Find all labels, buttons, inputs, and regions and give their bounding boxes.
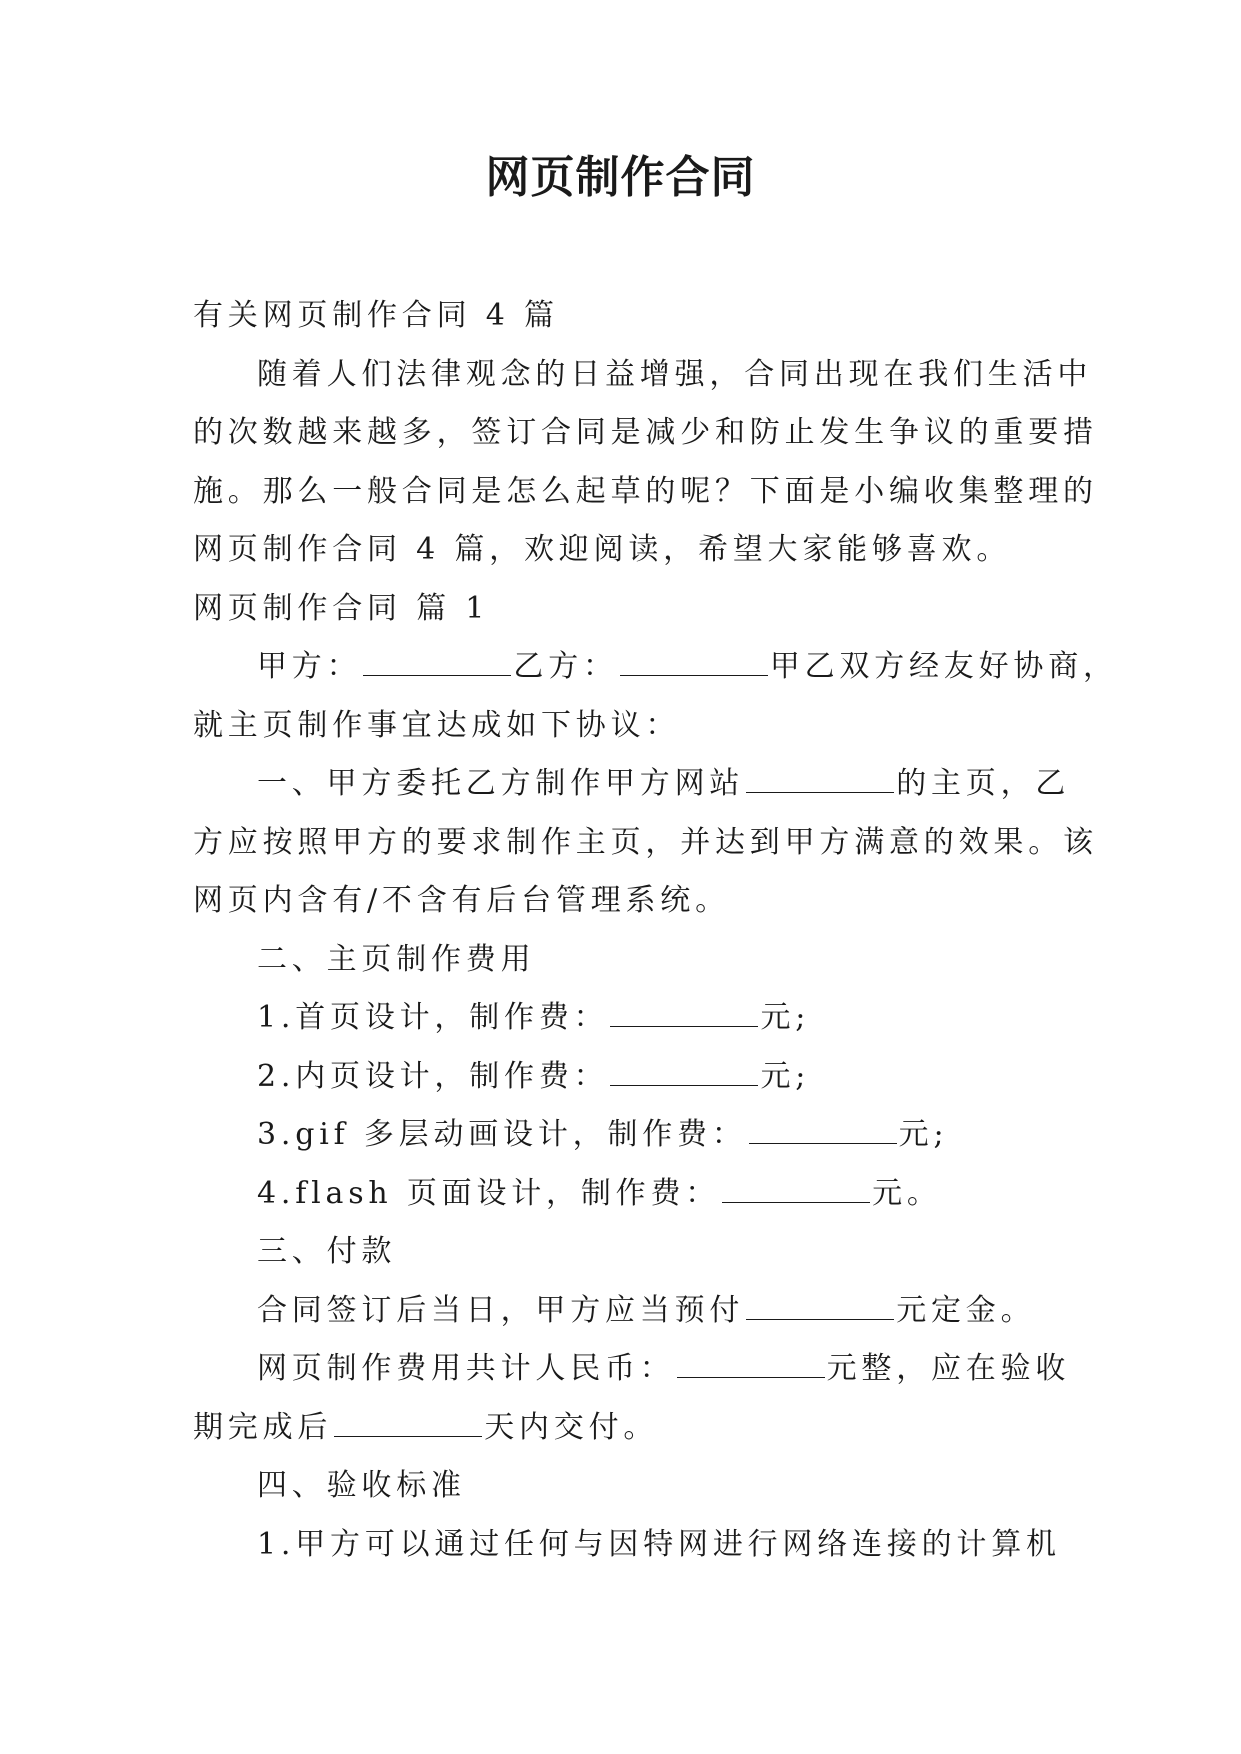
document-title: 网页制作合同 — [485, 152, 756, 203]
period-line — [193, 1399, 1053, 1458]
total-tail: 元整，应在验收 — [826, 1351, 1071, 1386]
intro-line-1: 随着人们法律观念的日益增强，合同出现在我们生活中 — [257, 356, 1093, 392]
parties-tail: 甲乙双方经友好协商， — [769, 649, 1118, 684]
item1-text-a: 一、甲方委托乙方制作甲方网站 — [257, 766, 745, 801]
total-blank — [677, 1351, 825, 1378]
period-text: 期完成后 — [193, 1409, 333, 1445]
website-blank — [746, 766, 894, 793]
period-blank — [334, 1410, 482, 1437]
agreement-line: 就主页制作事宜达成如下协议： — [193, 707, 681, 743]
fee2-blank — [610, 1059, 758, 1086]
fee1-label: 1.首页设计，制作费： — [257, 1000, 609, 1035]
item1-text-b: 的主页，乙 — [896, 766, 1071, 801]
fee3-unit: 元; — [898, 1117, 949, 1152]
subtitle: 有关网页制作合同 4 篇 — [193, 298, 559, 333]
intro-line-2: 的次数越来越多，签订合同是减少和防止发生争议的重要措 — [193, 415, 1098, 450]
fees-heading: 二、主页制作费用 — [257, 941, 536, 977]
total-line — [193, 1340, 1071, 1399]
fee-line-1 — [193, 989, 1053, 1048]
item1-line-1 — [193, 755, 1071, 814]
fee2-label: 2.内页设计，制作费： — [257, 1058, 609, 1094]
party-a-blank — [363, 649, 511, 676]
parties-line — [193, 638, 1118, 697]
fee4-label: 4.flash 页面设计，制作费： — [257, 1175, 721, 1211]
fee3-label: 3.gif 多层动画设计，制作费： — [257, 1117, 747, 1152]
document-body — [193, 287, 1118, 1574]
payment-heading: 三、付款 — [257, 1234, 397, 1269]
fee4-unit: 元。 — [872, 1175, 942, 1211]
intro-line-4: 网页制作合同 4 篇，欢迎阅读，希望大家能够喜欢。 — [193, 532, 1012, 567]
item1-line-3: 网页内含有/不含有后台管理系统。 — [193, 883, 730, 918]
fee1-blank — [610, 1000, 758, 1027]
payment-line — [193, 1282, 1053, 1341]
deposit-blank — [746, 1293, 894, 1320]
fee3-blank — [749, 1117, 897, 1144]
fee1-unit: 元; — [760, 1000, 811, 1035]
total-text: 网页制作费用共计人民币： — [257, 1351, 675, 1386]
party-b-label: 乙方： — [513, 649, 618, 684]
fee4-blank — [722, 1176, 870, 1203]
deposit-tail: 元定金。 — [896, 1292, 1036, 1328]
period-tail: 天内交付。 — [484, 1409, 659, 1445]
section-heading: 网页制作合同 篇 1 — [193, 590, 490, 626]
fee-line-4 — [193, 1165, 1053, 1224]
item1-line-2: 方应按照甲方的要求制作主页，并达到甲方满意的效果。该 — [193, 824, 1098, 860]
party-b-blank — [620, 649, 768, 676]
intro-line-3: 施。那么一般合同是怎么起草的呢？下面是小编收集整理的 — [193, 473, 1098, 509]
fee-line-2 — [193, 1048, 1053, 1107]
payment-text: 合同签订后当日，甲方应当预付 — [257, 1292, 745, 1328]
fee-line-3 — [193, 1106, 1053, 1165]
party-a-label: 甲方： — [257, 649, 362, 684]
acceptance-line-1: 1.甲方可以通过任何与因特网进行网络连接的计算机 — [257, 1526, 1061, 1562]
fee2-unit: 元; — [760, 1058, 811, 1094]
acceptance-heading: 四、验收标准 — [257, 1468, 466, 1503]
